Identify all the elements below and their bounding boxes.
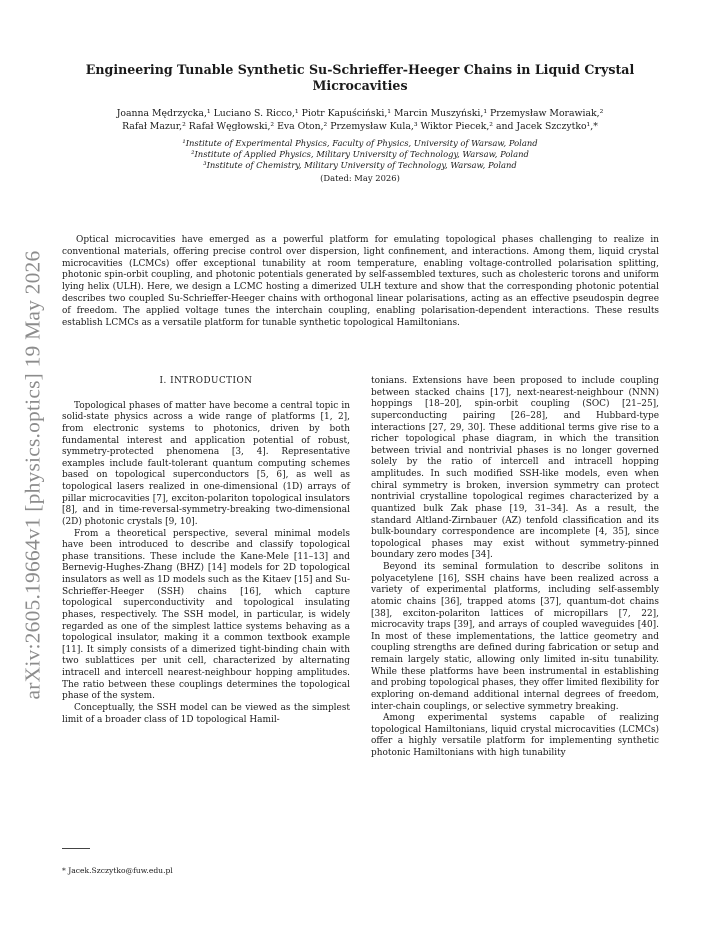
intro-paragraph-2: From a theoretical perspective, several minimal models have been introduced to describe and classify topological phase transitions. These include the Kane-Mele [11–13] and Bernevig-Hughes-Zhang (BHZ) [14] models for 2D topological insulators as well as 1D models such as the Kitaev [15] and Su-Schrieffer-Heeger (SSH) chains [16], which capture topological superconductivity and topological insulating phases, respectively. The SSH model, in particular, is widely regarded as one of the simplest lattice systems behaving as a topological insulator, making it a common textbook example [11]. It simply consists of a dimerized tight-binding chain with two sublattices per unit cell, characterized by alternating intracell and intercell nearest-neighbour hopping amplitudes. The ratio between these couplings determines the topological phase of the system. bbox=[62, 528, 350, 702]
intro-paragraph-3: Conceptually, the SSH model can be viewed as the simplest limit of a broader class of 1D topological Hamil- bbox=[62, 702, 350, 725]
intro-paragraph-4: tonians. Extensions have been proposed to include coupling between stacked chains [17], next-nearest-neighbour (NNN) hoppings [18–20], spin-orbit coupling (SOC) [21–25], superconducting pairing [26–28], and Hubbard-type interactions [27, 29, 30]. These additional terms give rise to a richer topological phase diagram, in which the transition between trivial and nontrivial phases is no longer governed solely by the ratio of intercell and intracell hopping amplitudes. In such modified SSH-like models, even when chiral symmetry is broken, inversion symmetry can protect nontrivial crystalline topological regimes characterized by a quantized bulk Zak phase [19, 31–34]. As a result, the standard Altland-Zirnbauer (AZ) tenfold classification and its bulk-boundary correspondence are incomplete [4, 35], since topological phases may exist without symmetry-pinned boundary zero modes [34]. bbox=[371, 376, 659, 561]
left-column bbox=[62, 376, 350, 726]
affiliation-2: ²Institute of Applied Physics, Military University of Technology, Warsaw, Poland bbox=[191, 148, 529, 159]
affiliation-3: ³Institute of Chemistry, Military University of Technology, Warsaw, Poland bbox=[203, 159, 517, 170]
paper-title: Engineering Tunable Synthetic Su-Schrieffer-Heeger Chains in Liquid Crystal Microcavities bbox=[85, 62, 635, 93]
affiliation-1: ¹Institute of Experimental Physics, Faculty of Physics, University of Warsaw, Poland bbox=[182, 138, 538, 148]
footnote-rule bbox=[62, 848, 90, 849]
footnote-email: * Jacek.Szczytko@fuw.edu.pl bbox=[62, 866, 173, 875]
arxiv-identifier: arXiv:2605.19664v1 [physics.optics] 19 May 2026 bbox=[20, 250, 45, 700]
dated-line: (Dated: May 2026) bbox=[320, 173, 400, 183]
author-list bbox=[70, 108, 650, 133]
section-heading-introduction: I. INTRODUCTION bbox=[159, 376, 253, 386]
intro-paragraph-1: Topological phases of matter have become a central topic in solid-state physics across a wide range of platforms [1, 2], from electronic systems to photonics, driven by both fundamental interest and application potential of robust, symmetry-protected phenomena [3, 4]. Representative examples include fault-tolerant quantum computing schemes based on topological superconductors [5, 6], as well as topological lasers realized in one-dimensional (1D) arrays of pillar microcavities [7], exciton-polariton topological insulators [8], and in time-reversal-symmetry-breaking two-dimensional (2D) photonic crystals [9, 10]. bbox=[62, 400, 350, 527]
abstract: Optical microcavities have emerged as a powerful platform for emulating topological phases challenging to realize in conventional materials, offering precise control over dispersion, light confinement, and interactions. Among them, liquid crystal microcavities (LCMCs) offer exceptional tunability at room temperature, enabling voltage-controlled polarisation splitting, photonic spin-orbit coupling, and photonic potentials generated by self-assembled textures, such as cholesteric torons and uniform lying helix (ULH). Here, we design a LCMC hosting a dimerized ULH texture and show that the corresponding photonic potential describes two coupled Su-Schrieffer-Heeger chains with orthogonal linear polarisations, acting as an effective pseudospin degree of freedom. The applied voltage tunes the interchain coupling, enabling polarisation-dependent interactions. These results establish LCMCs as a versatile platform for tunable synthetic topological Hamiltonians. bbox=[62, 235, 659, 328]
arxiv-sidebar bbox=[18, 215, 48, 735]
authors-line-1: Joanna Mędrzycka,¹ Luciano S. Ricco,¹ Piotr Kapuściński,¹ Marcin Muszyński,¹ Przemysław Morawiak,² bbox=[116, 108, 604, 119]
authors-line-2: Rafał Mazur,² Rafał Węgłowski,² Eva Oton,² Przemysław Kula,³ Wiktor Piecek,² and Jacek Szczytko¹,* bbox=[122, 120, 598, 132]
affiliations bbox=[80, 138, 640, 170]
right-column bbox=[371, 376, 659, 760]
intro-paragraph-6: Among experimental systems capable of realizing topological Hamiltonians, liquid crystal microcavities (LCMCs) offer a highly versatile platform for implementing synthetic photonic Hamiltonians with high tunability bbox=[371, 713, 659, 758]
intro-paragraph-5: Beyond its seminal formulation to describe solitons in polyacetylene [16], SSH chains have been realized across a variety of experimental platforms, including self-assembly atomic chains [36], trapped atoms [37], quantum-dot chains [38], exciton-polariton lattices of micropillars [7, 22], microcavity traps [39], and arrays of coupled waveguides [40]. In most of these implementations, the lattice geometry and coupling strengths are defined during fabrication or setup and remain largely static, allowing only limited in-situ tunability. While these platforms have been instrumental in establishing and probing topological phases, they offer limited flexibility for exploring on-demand additional internal degrees of freedom, inter-chain couplings, or selective symmetry breaking. bbox=[371, 562, 659, 712]
